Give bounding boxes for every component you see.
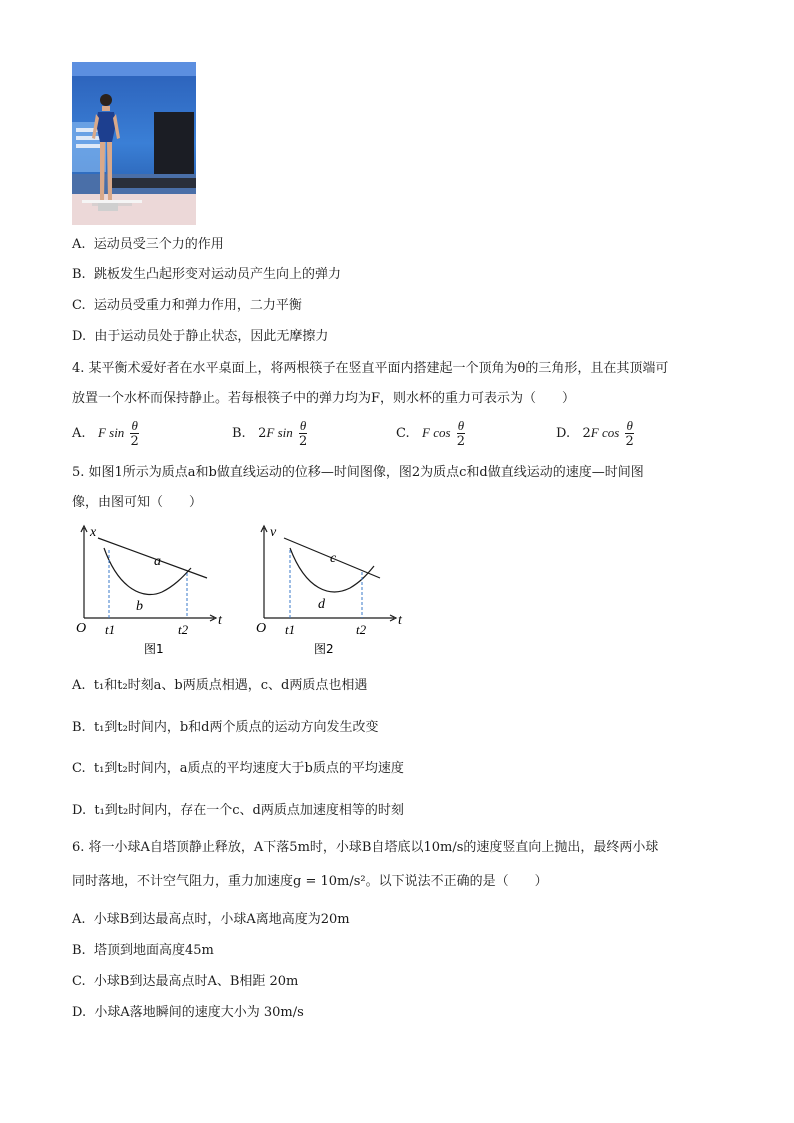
q5-stem-line2: 像，由图可知（ ）	[72, 495, 203, 510]
origin-label: O	[76, 621, 87, 636]
line-c-label: c	[330, 551, 337, 566]
option-text: 小球B到达最高点时A、B相距 20m	[93, 974, 299, 989]
option-letter: D.	[72, 1005, 87, 1020]
line-a-label: a	[154, 554, 161, 569]
option-letter: A.	[72, 426, 86, 441]
q3-option-b	[72, 267, 341, 283]
option-text: 运动员受重力和弹力作用，二力平衡	[93, 298, 302, 313]
q4-option-c	[396, 418, 467, 449]
q3-option-d	[72, 329, 328, 345]
figure-caption: 图2	[314, 642, 334, 656]
option-letter: A.	[72, 678, 86, 693]
option-letter: B.	[72, 943, 86, 958]
q6-option-b	[72, 943, 214, 959]
x-axis-label: t	[398, 613, 402, 628]
option-letter: C.	[72, 974, 86, 989]
option-text: 运动员受三个力的作用	[93, 237, 224, 252]
option-letter: D.	[72, 803, 87, 818]
diver-photo	[72, 62, 196, 225]
fraction: $\frac{\theta}{2}$	[625, 418, 634, 449]
option-text: 跳板发生凸起形变对运动员产生向上的弹力	[93, 267, 341, 282]
q4-stem-line2: 放置一个水杯而保持静止。若每根筷子中的弹力均为F，则水杯的重力可表示为（ ）	[72, 391, 576, 406]
option-text: t₁到t₂时间内，存在一个c、d两质点加速度相等的时刻	[94, 803, 404, 818]
q5-stem-line1: 5. 如图1所示为质点a和b做直线运动的位移—时间图像，图2为质点c和d做直线运动的速度—时间图	[72, 465, 644, 480]
option-letter: D.	[556, 426, 571, 441]
option-letter: A.	[72, 237, 86, 252]
figure-caption: 图1	[144, 642, 164, 656]
option-text: 小球A落地瞬间的速度大小为 30m/s	[94, 1005, 304, 1020]
option-coef: 2	[258, 426, 267, 441]
fraction: $\frac{\theta}{2}$	[298, 418, 308, 449]
t1-label: t1	[285, 622, 296, 637]
option-func: F sin	[266, 425, 293, 440]
q5-option-b	[72, 720, 378, 736]
q6-stem-line2: 同时落地，不计空气阻力，重力加速度g = 10m/s²。以下说法不正确的是（ ）	[72, 874, 548, 889]
option-letter: B.	[232, 426, 246, 441]
q6-option-c	[72, 974, 298, 990]
option-text: 小球B到达最高点时，小球A离地高度为20m	[93, 912, 350, 927]
option-func: F cos	[422, 425, 451, 440]
option-text: 由于运动员处于静止状态，因此无摩擦力	[94, 329, 329, 344]
option-letter: C.	[72, 298, 86, 313]
option-letter: C.	[396, 426, 410, 441]
option-text: t₁到t₂时间内，a质点的平均速度大于b质点的平均速度	[93, 761, 404, 776]
t1-label: t1	[105, 622, 116, 637]
option-letter: B.	[72, 720, 86, 735]
q3-option-c	[72, 298, 302, 314]
q6-option-d	[72, 1005, 304, 1021]
option-letter: C.	[72, 761, 86, 776]
figure-1	[74, 520, 234, 660]
q4-option-d	[556, 418, 636, 449]
fraction: $\frac{\theta}{2}$	[456, 418, 466, 449]
q5-option-d	[72, 803, 404, 819]
option-letter: D.	[72, 329, 87, 344]
option-letter: A.	[72, 912, 86, 927]
option-func: F cos	[590, 425, 620, 440]
option-text: 塔顶到地面高度45m	[93, 943, 214, 958]
q6-option-a	[72, 912, 350, 928]
q4-option-b	[232, 418, 309, 449]
option-func: F sin	[97, 425, 125, 440]
q6-stem-line1: 6. 将一小球A自塔顶静止释放，A下落5m时，小球B自塔底以10m/s的速度竖直向上抛出，最终两小球	[72, 840, 659, 855]
y-axis-label: v	[270, 525, 277, 540]
q4-stem-line1: 4. 某平衡术爱好者在水平桌面上，将两根筷子在竖直平面内搭建起一个顶角为θ的三角形，且在其顶端可	[72, 361, 669, 376]
curve-b	[104, 548, 191, 595]
y-axis-label: x	[90, 525, 97, 540]
x-axis-label: t	[218, 613, 222, 628]
q3-option-a	[72, 237, 224, 253]
fraction: $\frac{\theta}{2}$	[130, 418, 139, 449]
t2-label: t2	[356, 622, 367, 637]
q5-option-a	[72, 678, 367, 694]
line-a	[98, 538, 207, 578]
figure-2	[254, 520, 414, 660]
option-letter: B.	[72, 267, 86, 282]
origin-label: O	[256, 621, 267, 636]
option-text: t₁和t₂时刻a、b两质点相遇，c、d两质点也相遇	[93, 678, 368, 693]
curve-d-label: d	[318, 597, 325, 612]
q5-option-c	[72, 761, 404, 777]
curve-b-label: b	[136, 599, 143, 614]
option-text: t₁到t₂时间内，b和d两个质点的运动方向发生改变	[93, 720, 379, 735]
option-coef: 2	[582, 426, 591, 441]
t2-label: t2	[178, 622, 189, 637]
q4-option-a	[72, 418, 141, 449]
